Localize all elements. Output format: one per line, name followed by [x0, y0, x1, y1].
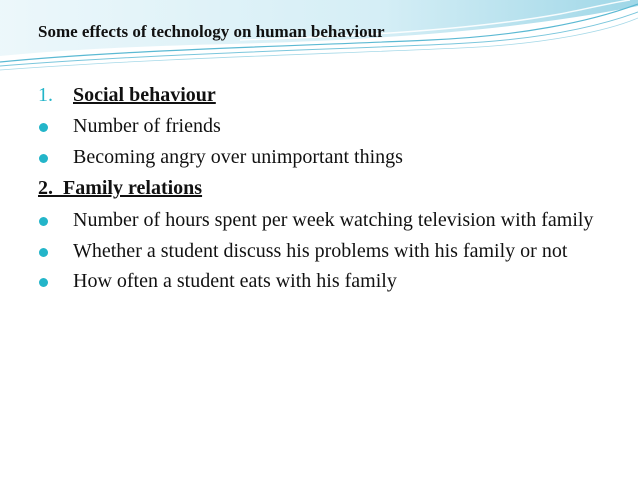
section-heading-text — [38, 173, 202, 204]
bullet-dot-icon — [39, 248, 48, 257]
bullet-dot-icon — [39, 123, 48, 132]
bullet-dot-icon — [39, 217, 48, 226]
bullet-item — [38, 235, 618, 266]
bullet-marker — [38, 111, 73, 142]
bullet-text: Number of friends — [73, 115, 221, 137]
section-number: 2. — [38, 177, 53, 199]
bullet-text: Becoming angry over unimportant things — [73, 146, 403, 168]
bullet-text: How often a student eats with his family — [73, 270, 397, 292]
bullet-dot-icon — [39, 154, 48, 163]
bullet-dot-icon — [39, 278, 48, 287]
bullet-marker — [38, 206, 73, 234]
section-heading-social-behaviour — [38, 80, 618, 111]
section-heading-family-relations — [38, 173, 618, 204]
section-number: 1. — [38, 84, 53, 106]
bullet-marker — [38, 142, 73, 173]
bullet-text: Whether a student discuss his problems with his family or not — [73, 240, 568, 262]
bullet-marker — [38, 237, 73, 265]
bullet-item — [38, 204, 618, 235]
section-heading-label: Family relations — [63, 177, 203, 199]
bullet-item — [38, 266, 618, 297]
slide-title: Some effects of technology on human behaviour — [38, 22, 385, 41]
bullet-text: Number of hours spent per week watching television with family — [73, 209, 594, 231]
bullet-marker — [38, 266, 73, 297]
section-heading-text: Social behaviour — [73, 84, 216, 106]
bullet-item — [38, 111, 618, 142]
bullet-item — [38, 142, 618, 173]
slide-content — [38, 80, 618, 297]
